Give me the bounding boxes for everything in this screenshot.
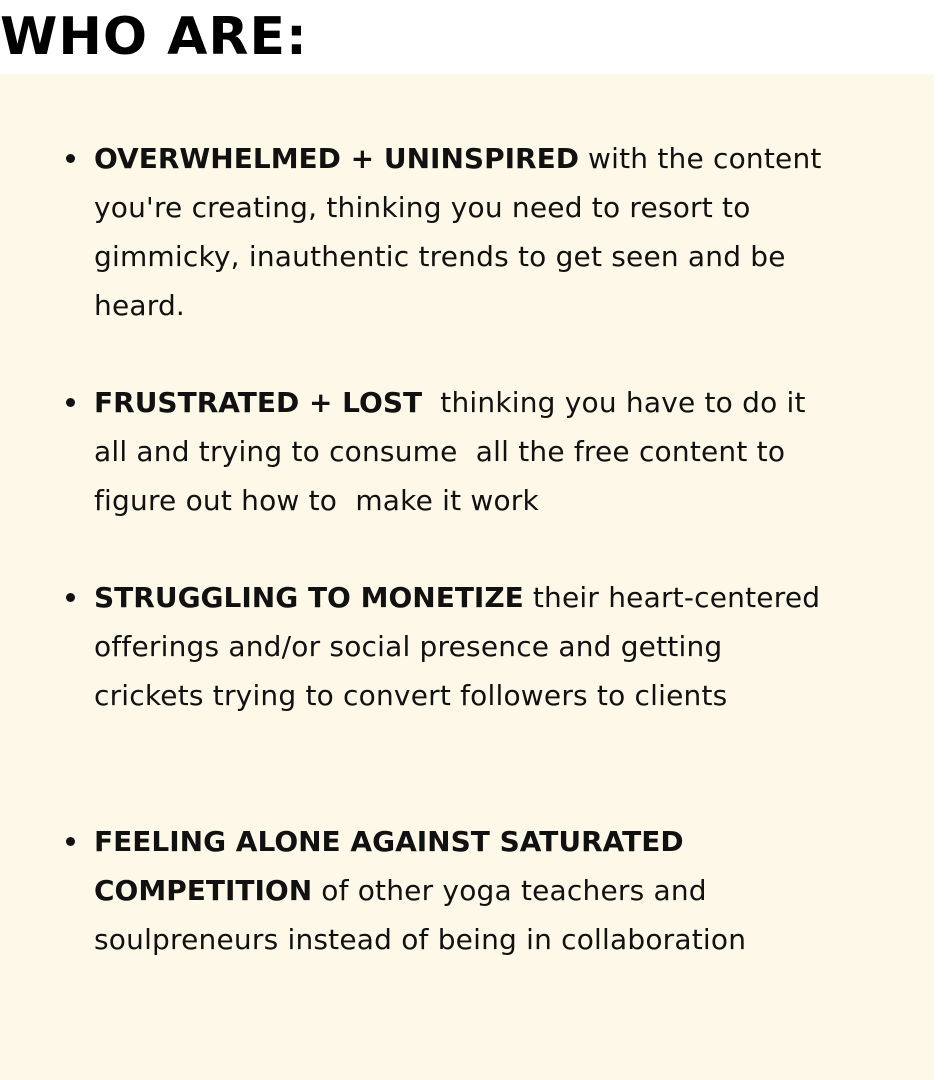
bullet-body: thinking you have to do it all and trying to consume all the free content to figure out how to make it work bbox=[94, 386, 815, 517]
content-panel bbox=[0, 74, 934, 1080]
bullet-body: with the content you're creating, thinking you need to resort to gimmicky, inauthentic trends to get seen and be heard. bbox=[94, 142, 831, 322]
bullet-text bbox=[94, 573, 829, 720]
bullet-dot-icon bbox=[66, 593, 75, 602]
bullet-lead: FRUSTRATED + LOST bbox=[94, 386, 423, 419]
bullet-dot-icon bbox=[66, 837, 75, 846]
page-title: WHO ARE: bbox=[0, 7, 308, 67]
bullet-body: of other yoga teachers and soulpreneurs instead of being in collaboration bbox=[94, 874, 747, 956]
bullet-lead: STRUGGLING TO MONETIZE bbox=[94, 581, 524, 614]
bullet-text bbox=[94, 378, 829, 525]
bullet-text bbox=[94, 817, 829, 964]
bullet-lead: OVERWHELMED + UNINSPIRED bbox=[94, 142, 579, 175]
bullet-dot-icon bbox=[66, 154, 75, 163]
bullet-lead: FEELING ALONE AGAINST SATURATED COMPETITION bbox=[94, 825, 694, 907]
bullet-dot-icon bbox=[66, 398, 75, 407]
bullet-text bbox=[94, 134, 829, 330]
bullet-body: their heart-centered offerings and/or social presence and getting crickets trying to convert followers to clients bbox=[94, 581, 830, 712]
